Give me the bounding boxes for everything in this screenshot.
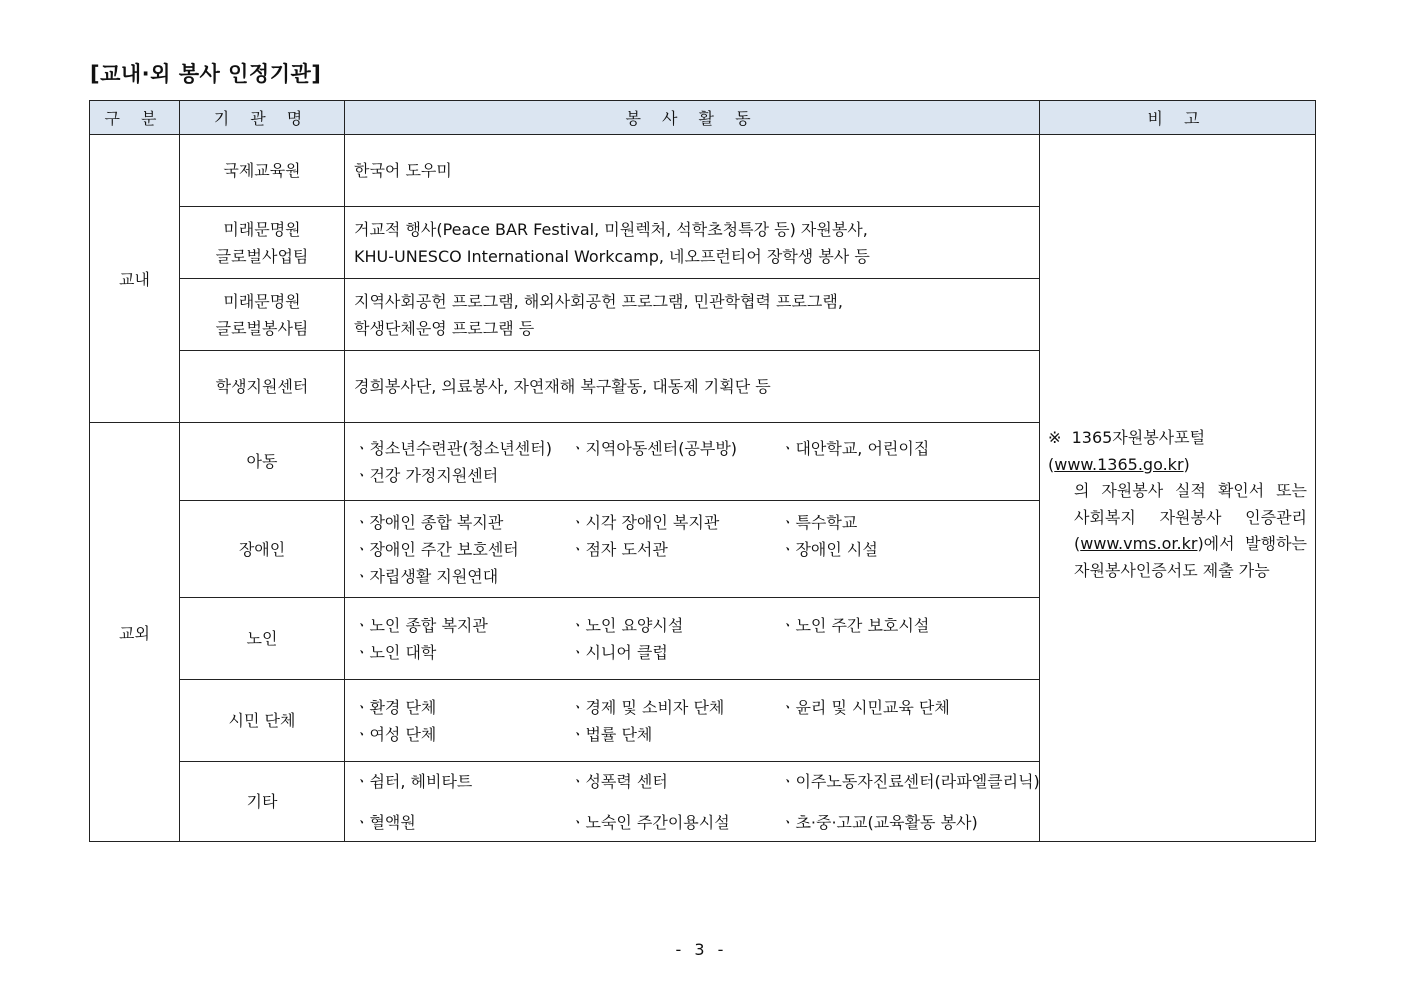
table-header-row [90, 101, 1316, 135]
page-number: - 3 - [675, 940, 728, 959]
activity-grid [354, 768, 1039, 836]
remarks-note [1040, 425, 1315, 584]
bullet-item: ㆍ청소년수련관(청소년센터) [354, 438, 552, 458]
activity-cell [345, 762, 1040, 842]
bullet-item: ㆍ법률 단체 [570, 724, 653, 744]
bullet-item: ㆍ건강 가정지원센터 [354, 465, 499, 485]
org-cell [180, 135, 345, 207]
activity-grid [354, 612, 1039, 666]
activity-cell [345, 423, 1040, 501]
activity-cell [345, 680, 1040, 762]
bullet-item: ㆍ대안학교, 어린이집 [780, 438, 930, 458]
org-name: 미래문명원 [223, 291, 301, 311]
org-name: 글로벌봉사팀 [215, 318, 309, 338]
page-title: [교내·외 봉사 인정기관] [90, 62, 322, 86]
bullet-item: ㆍ장애인 시설 [780, 539, 878, 559]
bullet-item: ㆍ특수학교 [780, 512, 858, 532]
remarks-cell [1040, 135, 1316, 842]
activity-grid [354, 435, 1039, 489]
bullet-item: ㆍ노숙인 주간이용시설 [570, 812, 730, 832]
portal-1365-link[interactable]: www.1365.go.kr [1054, 454, 1184, 474]
note-line-3: 사회복지 자원봉사 인증관리 [1074, 507, 1307, 527]
bullet-item: ㆍ자립생활 지원연대 [354, 566, 499, 586]
activity-cell [345, 351, 1040, 423]
note-line-2: 의 자원봉사 실적 확인서 또는 [1074, 481, 1307, 500]
activity-cell [345, 135, 1040, 207]
bullet-item: ㆍ이주노동자진료센터(라파엘클리닉) [780, 771, 1040, 791]
activity-line: KHU-UNESCO International Workcamp, 네오프런티어 장학생 봉사 등 [354, 246, 870, 266]
bullet-item: ㆍ윤리 및 시민교육 단체 [780, 697, 950, 717]
bullet-item: ㆍ성폭력 센터 [570, 771, 668, 791]
org-name: 미래문명원 [223, 219, 301, 239]
table-row [90, 135, 1316, 207]
activity-grid [354, 509, 1039, 590]
bullet-item: ㆍ장애인 종합 복지관 [354, 512, 504, 532]
bullet-item: ㆍ시각 장애인 복지관 [570, 512, 720, 532]
activity-line: 거교적 행사(Peace BAR Festival, 미원렉처, 석학초청특강 등) 자원봉사, [354, 219, 868, 239]
bullet-item: ㆍ환경 단체 [354, 697, 437, 717]
org-name: 글로벌사업팀 [215, 246, 309, 266]
org-name: 국제교육원 [223, 161, 301, 180]
activity-cell [345, 598, 1040, 680]
org-cell [180, 207, 345, 279]
bullet-item: ㆍ장애인 주간 보호센터 [354, 539, 519, 559]
header-organization: 기 관 명 [180, 101, 345, 135]
note-mark: ※ [1048, 428, 1062, 447]
note-text: 1365자원봉사포털( [1048, 428, 1206, 474]
org-cell: 시민 단체 [180, 680, 345, 762]
org-cell [180, 279, 345, 351]
note-text: )에서 발행하는 [1197, 534, 1307, 553]
activity-cell [345, 207, 1040, 279]
bullet-item: ㆍ점자 도서관 [570, 539, 668, 559]
note-line-4 [1048, 531, 1307, 558]
header-activities: 봉 사 활 동 [345, 101, 1040, 135]
org-cell: 기타 [180, 762, 345, 842]
vms-link[interactable]: www.vms.or.kr [1080, 534, 1198, 553]
note-line-1 [1048, 425, 1307, 478]
org-cell: 장애인 [180, 501, 345, 598]
institutions-table [89, 100, 1316, 842]
category-internal: 교내 [90, 135, 180, 423]
bullet-item: ㆍ노인 대학 [354, 642, 437, 662]
bullet-item: ㆍ혈액원 [354, 812, 416, 832]
note-text: ) [1183, 454, 1190, 474]
category-external: 교외 [90, 423, 180, 842]
bullet-item: ㆍ초·중·고교(교육활동 봉사) [780, 812, 978, 832]
note-line-5: 자원봉사인증서도 제출 가능 [1074, 560, 1270, 580]
bullet-item: ㆍ지역아동센터(공부방) [570, 438, 738, 458]
bullet-item: ㆍ노인 요양시설 [570, 615, 684, 635]
org-cell: 노인 [180, 598, 345, 680]
note-text: ( [1074, 534, 1081, 553]
activity-cell [345, 501, 1040, 598]
header-remarks: 비 고 [1040, 101, 1316, 135]
org-name: 학생지원센터 [215, 377, 309, 396]
bullet-item: ㆍ노인 주간 보호시설 [780, 615, 930, 635]
bullet-item: ㆍ노인 종합 복지관 [354, 615, 488, 635]
activity-line: 경희봉사단, 의료봉사, 자연재해 복구활동, 대동제 기획단 등 [354, 377, 771, 396]
activity-line: 지역사회공헌 프로그램, 해외사회공헌 프로그램, 민관학협력 프로그램, [354, 291, 843, 311]
activity-line: 한국어 도우미 [354, 161, 452, 180]
activity-grid [354, 694, 1039, 748]
org-cell: 아동 [180, 423, 345, 501]
bullet-item: ㆍ쉼터, 헤비타트 [354, 771, 473, 791]
org-cell [180, 351, 345, 423]
activity-line: 학생단체운영 프로그램 등 [354, 318, 535, 338]
bullet-item: ㆍ여성 단체 [354, 724, 437, 744]
bullet-item: ㆍ경제 및 소비자 단체 [570, 697, 725, 717]
activity-cell [345, 279, 1040, 351]
header-category: 구 분 [90, 101, 180, 135]
bullet-item: ㆍ시니어 클럽 [570, 642, 668, 662]
